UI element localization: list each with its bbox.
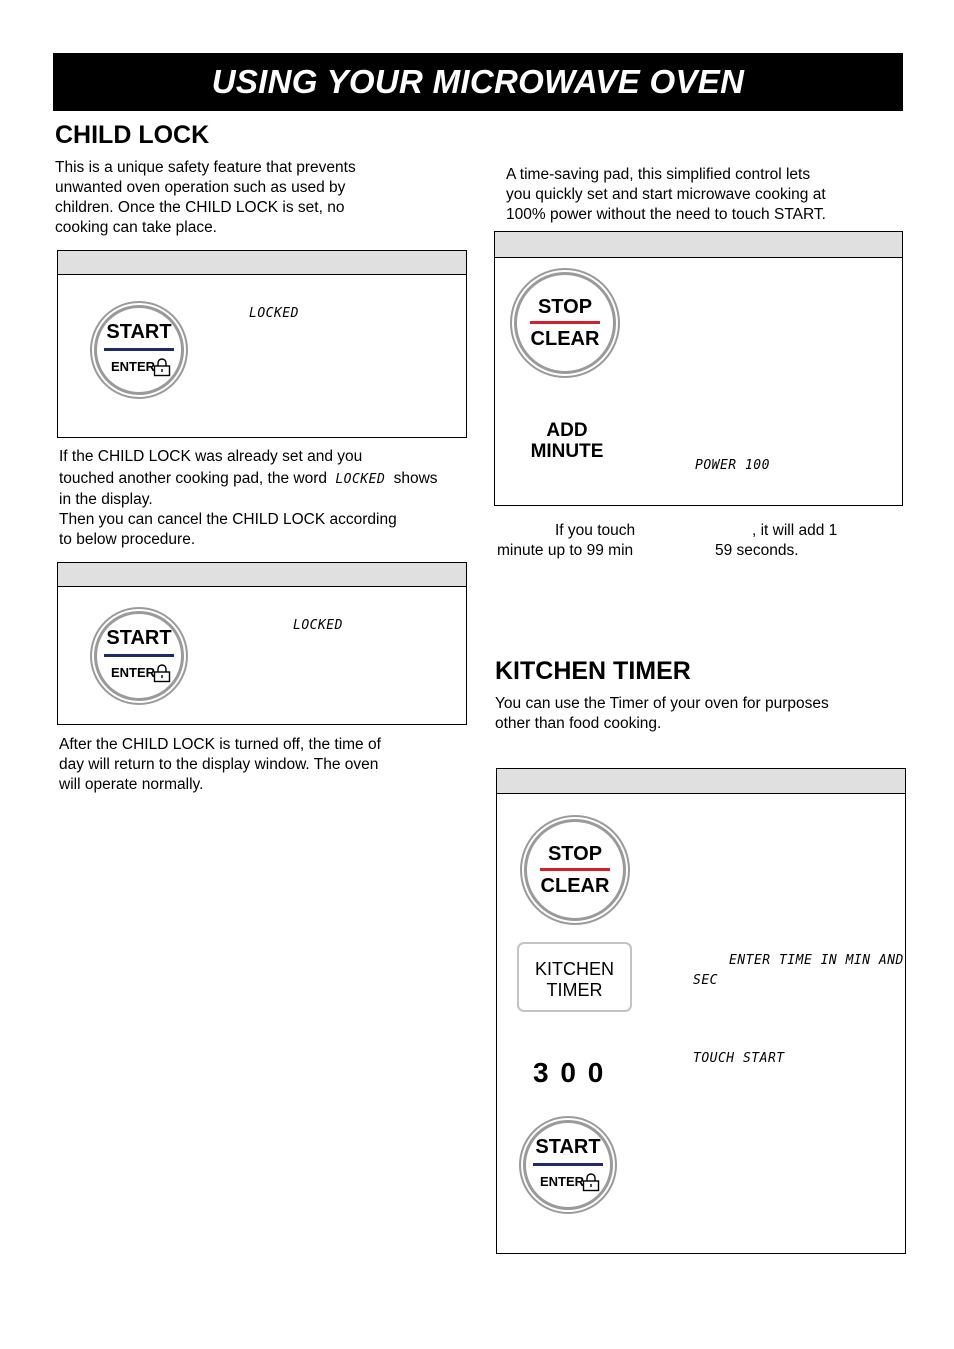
kitchen-timer-button[interactable]: [517, 942, 632, 1012]
button-label: TIMER: [546, 980, 603, 1000]
panel-header: [58, 563, 466, 587]
stop-underline: [530, 321, 600, 324]
text-line: If the CHILD LOCK was already set and you: [59, 448, 363, 465]
child-lock-set-panel: [57, 250, 467, 438]
clear-label: CLEAR: [530, 328, 600, 350]
text-line: cooking can take place.: [55, 219, 217, 236]
text-line: day will return to the display window. The oven: [59, 756, 379, 773]
button-label: MINUTE: [530, 441, 604, 462]
start-label: START: [535, 1136, 601, 1158]
enter-label: ENTER: [110, 359, 156, 374]
start-button[interactable]: [90, 301, 188, 399]
enter-label: ENTER: [110, 665, 156, 680]
stop-clear-button[interactable]: [520, 815, 630, 925]
text-line: in the display.: [59, 491, 153, 508]
child-lock-intro: [55, 158, 455, 238]
lcd-line: SEC: [693, 973, 718, 988]
lock-icon: [153, 357, 171, 377]
lcd-line: ENTER TIME IN MIN AND: [729, 953, 904, 968]
text-line: unwanted oven operation such as used by: [55, 179, 346, 196]
add-minute-button[interactable]: [517, 420, 617, 462]
text-line: 100% power without the need to touch START.: [506, 206, 826, 223]
start-button[interactable]: [519, 1116, 617, 1214]
text-span: shows: [393, 470, 438, 487]
text-span: 59 seconds.: [715, 542, 799, 559]
add-minute-panel: [494, 231, 903, 506]
start-button[interactable]: [90, 607, 188, 705]
lcd-display: POWER 100: [695, 458, 770, 473]
start-underline: [104, 348, 174, 351]
lcd-display: TOUCH START: [693, 1051, 785, 1066]
child-lock-note: [59, 447, 469, 550]
kitchen-timer-title: KITCHEN TIMER: [495, 657, 691, 685]
start-label: START: [106, 627, 172, 649]
kitchen-timer-panel: [496, 768, 906, 1254]
stop-label: STOP: [547, 843, 603, 865]
text-line: to below procedure.: [59, 531, 196, 548]
clear-label: CLEAR: [540, 875, 610, 897]
text-line: will operate normally.: [59, 776, 204, 793]
text-line: After the CHILD LOCK is turned off, the time of: [59, 736, 381, 753]
child-lock-outro: [59, 735, 469, 795]
text-span: If you touch: [555, 522, 636, 539]
button-label: ADD: [546, 420, 588, 441]
enter-label: ENTER: [539, 1174, 585, 1189]
add-minute-intro: [506, 165, 906, 225]
text-line: you quickly set and start microwave cooking at: [506, 186, 826, 203]
lcd-display: [693, 951, 904, 991]
start-label: START: [106, 321, 172, 343]
stop-underline: [540, 868, 610, 871]
add-minute-note: [497, 521, 917, 561]
time-digits: 3 0 0: [533, 1057, 606, 1088]
button-label: KITCHEN: [534, 959, 614, 979]
lcd-display: LOCKED: [293, 618, 343, 633]
stop-clear-button[interactable]: [510, 268, 620, 378]
lock-icon: [153, 663, 171, 683]
text-line: A time-saving pad, this simplified control lets: [506, 166, 811, 183]
start-underline: [533, 1163, 603, 1166]
child-lock-cancel-panel: [57, 562, 467, 725]
text-line: You can use the Timer of your oven for purposes: [495, 695, 829, 712]
lcd-word: LOCKED: [335, 472, 386, 487]
text-span: touched another cooking pad, the word: [59, 470, 327, 487]
page-title: USING YOUR MICROWAVE OVEN: [211, 63, 745, 100]
lock-icon: [582, 1172, 600, 1192]
text-span: minute up to 99 min: [497, 542, 634, 559]
panel-header: [58, 251, 466, 275]
text-line: other than food cooking.: [495, 715, 662, 732]
panel-header: [495, 232, 902, 258]
text-line: Then you can cancel the CHILD LOCK according: [59, 511, 397, 528]
kitchen-timer-intro: [495, 694, 895, 734]
text-line: This is a unique safety feature that prevents: [55, 159, 356, 176]
text-span: , it will add 1: [752, 522, 838, 539]
lcd-display: LOCKED: [249, 306, 299, 321]
stop-label: STOP: [537, 296, 593, 318]
child-lock-title: CHILD LOCK: [55, 121, 210, 149]
text-line: children. Once the CHILD LOCK is set, no: [55, 199, 345, 216]
panel-header: [497, 769, 905, 794]
start-underline: [104, 654, 174, 657]
